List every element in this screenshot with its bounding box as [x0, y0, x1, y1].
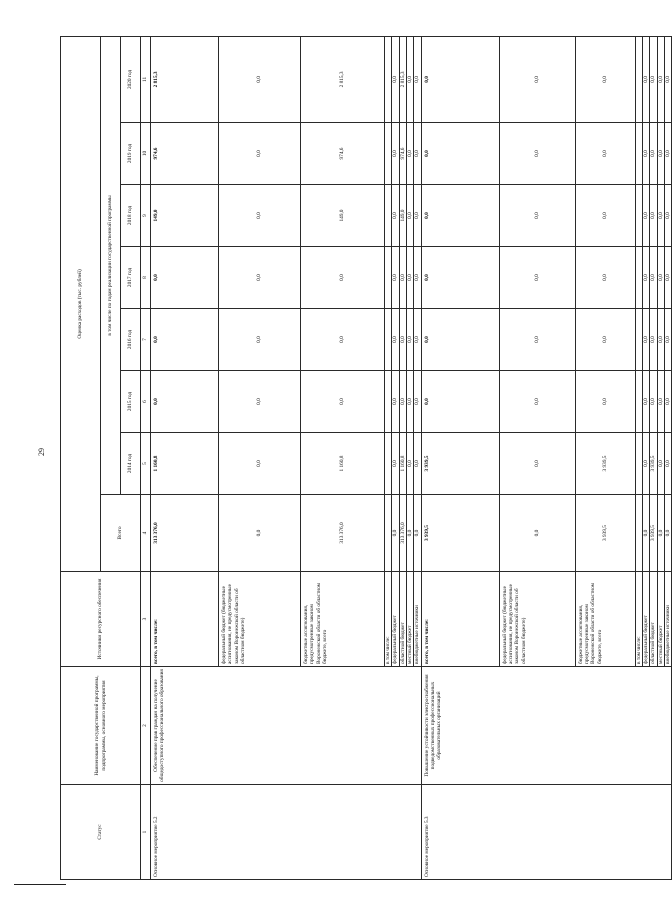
amount-cell: 0,0: [643, 433, 650, 495]
amount-cell: 0,0: [575, 185, 635, 247]
table-row: [421, 36, 499, 879]
funding-source: в том числе:: [385, 572, 392, 667]
funding-source: всего, в том числе:: [421, 572, 499, 667]
column-number: 5: [141, 433, 151, 495]
amount-cell: 0,0: [301, 247, 385, 309]
amount-cell: [385, 371, 392, 433]
amount-cell: 0,0: [219, 433, 301, 495]
amount-cell: 0,0: [657, 495, 664, 572]
amount-cell: 0,0: [643, 185, 650, 247]
funding-source: бюджетные ассигнования, предусмотренные законом Воронежской области об областном бюджете, всего: [301, 572, 385, 667]
column-number: 6: [141, 371, 151, 433]
amount-cell: 0,0: [643, 371, 650, 433]
amount-cell: [635, 36, 642, 122]
amount-cell: 0,0: [575, 371, 635, 433]
amount-cell: [635, 123, 642, 185]
amount-cell: 2 815,3: [399, 36, 406, 122]
amount-cell: [635, 185, 642, 247]
header-year: 2017 год: [121, 247, 141, 309]
amount-cell: 0,0: [301, 371, 385, 433]
amount-cell: 313 376,0: [301, 495, 385, 572]
amount-cell: [385, 309, 392, 371]
amount-cell: 0,0: [414, 185, 421, 247]
amount-cell: 974,6: [399, 123, 406, 185]
amount-cell: [385, 36, 392, 122]
column-number: 4: [141, 495, 151, 572]
page-number: 29: [37, 448, 46, 456]
amount-cell: 0,0: [421, 185, 499, 247]
amount-cell: 0,0: [407, 309, 414, 371]
amount-cell: [635, 371, 642, 433]
amount-cell: 0,0: [499, 36, 575, 122]
amount-cell: 0,0: [414, 247, 421, 309]
column-number: 11: [141, 36, 151, 122]
amount-cell: 0,0: [392, 371, 399, 433]
amount-cell: 0,0: [665, 433, 672, 495]
header-year: 2014 год: [121, 433, 141, 495]
funding-source: федеральный бюджет: [643, 572, 650, 667]
amount-cell: 0,0: [407, 185, 414, 247]
amount-cell: 0,0: [151, 247, 219, 309]
column-number: 2: [141, 667, 151, 785]
amount-cell: 0,0: [650, 123, 657, 185]
amount-cell: 0,0: [665, 185, 672, 247]
amount-cell: 0,0: [499, 309, 575, 371]
header-source: Источники ресурсного обеспечения: [61, 572, 141, 667]
amount-cell: 0,0: [657, 123, 664, 185]
amount-cell: 0,0: [665, 371, 672, 433]
amount-cell: 0,0: [399, 247, 406, 309]
amount-cell: 0,0: [499, 247, 575, 309]
amount-cell: 0,0: [657, 36, 664, 122]
amount-cell: 0,0: [665, 123, 672, 185]
amount-cell: 313 376,0: [399, 495, 406, 572]
amount-cell: 0,0: [414, 495, 421, 572]
amount-cell: [635, 433, 642, 495]
amount-cell: 0,0: [414, 309, 421, 371]
amount-cell: 149,0: [399, 185, 406, 247]
funding-source: федеральный бюджет: [392, 572, 399, 667]
event-status: Основное мероприятие 5.2: [151, 785, 422, 880]
amount-cell: [635, 309, 642, 371]
column-number: 8: [141, 247, 151, 309]
amount-cell: 3 939,5: [650, 495, 657, 572]
amount-cell: 0,0: [499, 185, 575, 247]
rotated-table-container: [60, 37, 672, 880]
funding-source: областной бюджет: [650, 572, 657, 667]
amount-cell: 0,0: [665, 247, 672, 309]
column-number: 7: [141, 309, 151, 371]
event-name: Повышение устойчивости электроснабжения подведомственных профессиональных образовательных организаций: [421, 667, 672, 785]
amount-cell: 0,0: [414, 433, 421, 495]
amount-cell: 0,0: [499, 495, 575, 572]
column-number: 1: [141, 785, 151, 880]
amount-cell: 0,0: [643, 495, 650, 572]
amount-cell: 0,0: [407, 123, 414, 185]
amount-cell: 0,0: [499, 433, 575, 495]
amount-cell: 0,0: [657, 371, 664, 433]
amount-cell: 0,0: [657, 433, 664, 495]
event-name: Обеспечение прав граждан на получение общедоступного профессионального образования: [151, 667, 422, 785]
header-year: 2015 год: [121, 371, 141, 433]
amount-cell: 0,0: [219, 247, 301, 309]
amount-cell: 0,0: [399, 371, 406, 433]
amount-cell: 0,0: [219, 371, 301, 433]
header-estimate: Оценка расходов (тыс. рублей): [61, 36, 101, 571]
header-year: 2016 год: [121, 309, 141, 371]
funding-source: федеральный бюджет (бюджетные ассигнования, не предусмотренные законом Воронежской области об областном бюджете): [219, 572, 301, 667]
table-row: [151, 36, 219, 879]
amount-cell: 974,6: [151, 123, 219, 185]
amount-cell: 0,0: [219, 495, 301, 572]
column-number: 10: [141, 123, 151, 185]
amount-cell: 0,0: [392, 495, 399, 572]
amount-cell: 0,0: [392, 36, 399, 122]
funding-source: областной бюджет: [399, 572, 406, 667]
amount-cell: 0,0: [650, 247, 657, 309]
amount-cell: 0,0: [499, 371, 575, 433]
amount-cell: 0,0: [575, 309, 635, 371]
amount-cell: 0,0: [575, 247, 635, 309]
amount-cell: [635, 247, 642, 309]
amount-cell: 0,0: [421, 309, 499, 371]
amount-cell: 3 939,5: [650, 433, 657, 495]
amount-cell: 1 160,8: [301, 433, 385, 495]
amount-cell: 0,0: [643, 36, 650, 122]
amount-cell: 1 160,8: [399, 433, 406, 495]
rotated-page-frame: [60, 37, 672, 880]
amount-cell: 0,0: [657, 309, 664, 371]
amount-cell: 0,0: [219, 36, 301, 122]
amount-cell: 0,0: [399, 309, 406, 371]
amount-cell: 0,0: [392, 309, 399, 371]
header-year: 2018 год: [121, 185, 141, 247]
header-name: Наименование государственной программы, подпрограммы, основного мероприятия: [61, 667, 141, 785]
amount-cell: 0,0: [421, 123, 499, 185]
amount-cell: 0,0: [301, 309, 385, 371]
amount-cell: 0,0: [407, 247, 414, 309]
budget-table: [60, 36, 672, 880]
amount-cell: 149,0: [151, 185, 219, 247]
header-row-1: [61, 36, 101, 879]
amount-cell: 0,0: [392, 123, 399, 185]
amount-cell: 0,0: [657, 247, 664, 309]
amount-cell: [385, 433, 392, 495]
amount-cell: 0,0: [407, 433, 414, 495]
amount-cell: 0,0: [575, 36, 635, 122]
amount-cell: 0,0: [575, 123, 635, 185]
amount-cell: 0,0: [392, 185, 399, 247]
funding-source: в том числе:: [635, 572, 642, 667]
funding-source: федеральный бюджет (бюджетные ассигнования, не предусмотренные законом Воронежской области об областном бюджете): [499, 572, 575, 667]
amount-cell: 0,0: [665, 495, 672, 572]
amount-cell: [385, 123, 392, 185]
scan-edge-line: [14, 884, 66, 885]
amount-cell: 0,0: [421, 36, 499, 122]
amount-cell: 0,0: [643, 123, 650, 185]
column-number: 3: [141, 572, 151, 667]
amount-cell: 3 939,5: [575, 495, 635, 572]
funding-source: всего, в том числе:: [151, 572, 219, 667]
amount-cell: 0,0: [151, 309, 219, 371]
amount-cell: 0,0: [414, 36, 421, 122]
amount-cell: 0,0: [643, 309, 650, 371]
amount-cell: 0,0: [414, 371, 421, 433]
funding-source: местный бюджет: [407, 572, 414, 667]
amount-cell: 0,0: [414, 123, 421, 185]
funding-source: бюджетные ассигнования, предусмотренные законом Воронежской области об областном бюджете, всего: [575, 572, 635, 667]
amount-cell: 149,0: [301, 185, 385, 247]
amount-cell: 313 376,0: [151, 495, 219, 572]
amount-cell: 0,0: [219, 309, 301, 371]
amount-cell: 0,0: [421, 371, 499, 433]
amount-cell: 974,6: [301, 123, 385, 185]
funding-source: внебюджетные источники: [665, 572, 672, 667]
budget-table-body: [61, 36, 672, 879]
amount-cell: [385, 185, 392, 247]
header-by-years: в том числе по годам реализации государственной программы: [101, 36, 121, 494]
amount-cell: 0,0: [650, 185, 657, 247]
header-total: Всего: [101, 495, 141, 572]
header-status: Статус: [61, 785, 141, 880]
amount-cell: 0,0: [219, 123, 301, 185]
amount-cell: 0,0: [650, 36, 657, 122]
amount-cell: 0,0: [657, 185, 664, 247]
amount-cell: 0,0: [392, 247, 399, 309]
header-year: 2020 год: [121, 36, 141, 122]
amount-cell: 2 815,3: [151, 36, 219, 122]
amount-cell: 0,0: [151, 371, 219, 433]
amount-cell: 0,0: [407, 495, 414, 572]
amount-cell: 0,0: [407, 36, 414, 122]
amount-cell: 0,0: [407, 371, 414, 433]
amount-cell: 0,0: [643, 247, 650, 309]
amount-cell: 0,0: [665, 309, 672, 371]
amount-cell: [635, 495, 642, 572]
amount-cell: 0,0: [665, 36, 672, 122]
amount-cell: 0,0: [421, 247, 499, 309]
amount-cell: 0,0: [219, 185, 301, 247]
amount-cell: 0,0: [650, 371, 657, 433]
amount-cell: 1 160,8: [151, 433, 219, 495]
funding-source: внебюджетные источники: [414, 572, 421, 667]
amount-cell: 0,0: [650, 309, 657, 371]
amount-cell: 0,0: [499, 123, 575, 185]
amount-cell: [385, 495, 392, 572]
amount-cell: 3 939,5: [575, 433, 635, 495]
amount-cell: 2 815,3: [301, 36, 385, 122]
event-status: Основное мероприятие 5.3: [421, 785, 672, 880]
amount-cell: 0,0: [392, 433, 399, 495]
funding-source: местный бюджет: [657, 572, 664, 667]
amount-cell: [385, 247, 392, 309]
column-number: 9: [141, 185, 151, 247]
amount-cell: 3 939,5: [421, 433, 499, 495]
column-numbers-row: [141, 36, 151, 879]
amount-cell: 3 939,5: [421, 495, 499, 572]
header-year: 2019 год: [121, 123, 141, 185]
